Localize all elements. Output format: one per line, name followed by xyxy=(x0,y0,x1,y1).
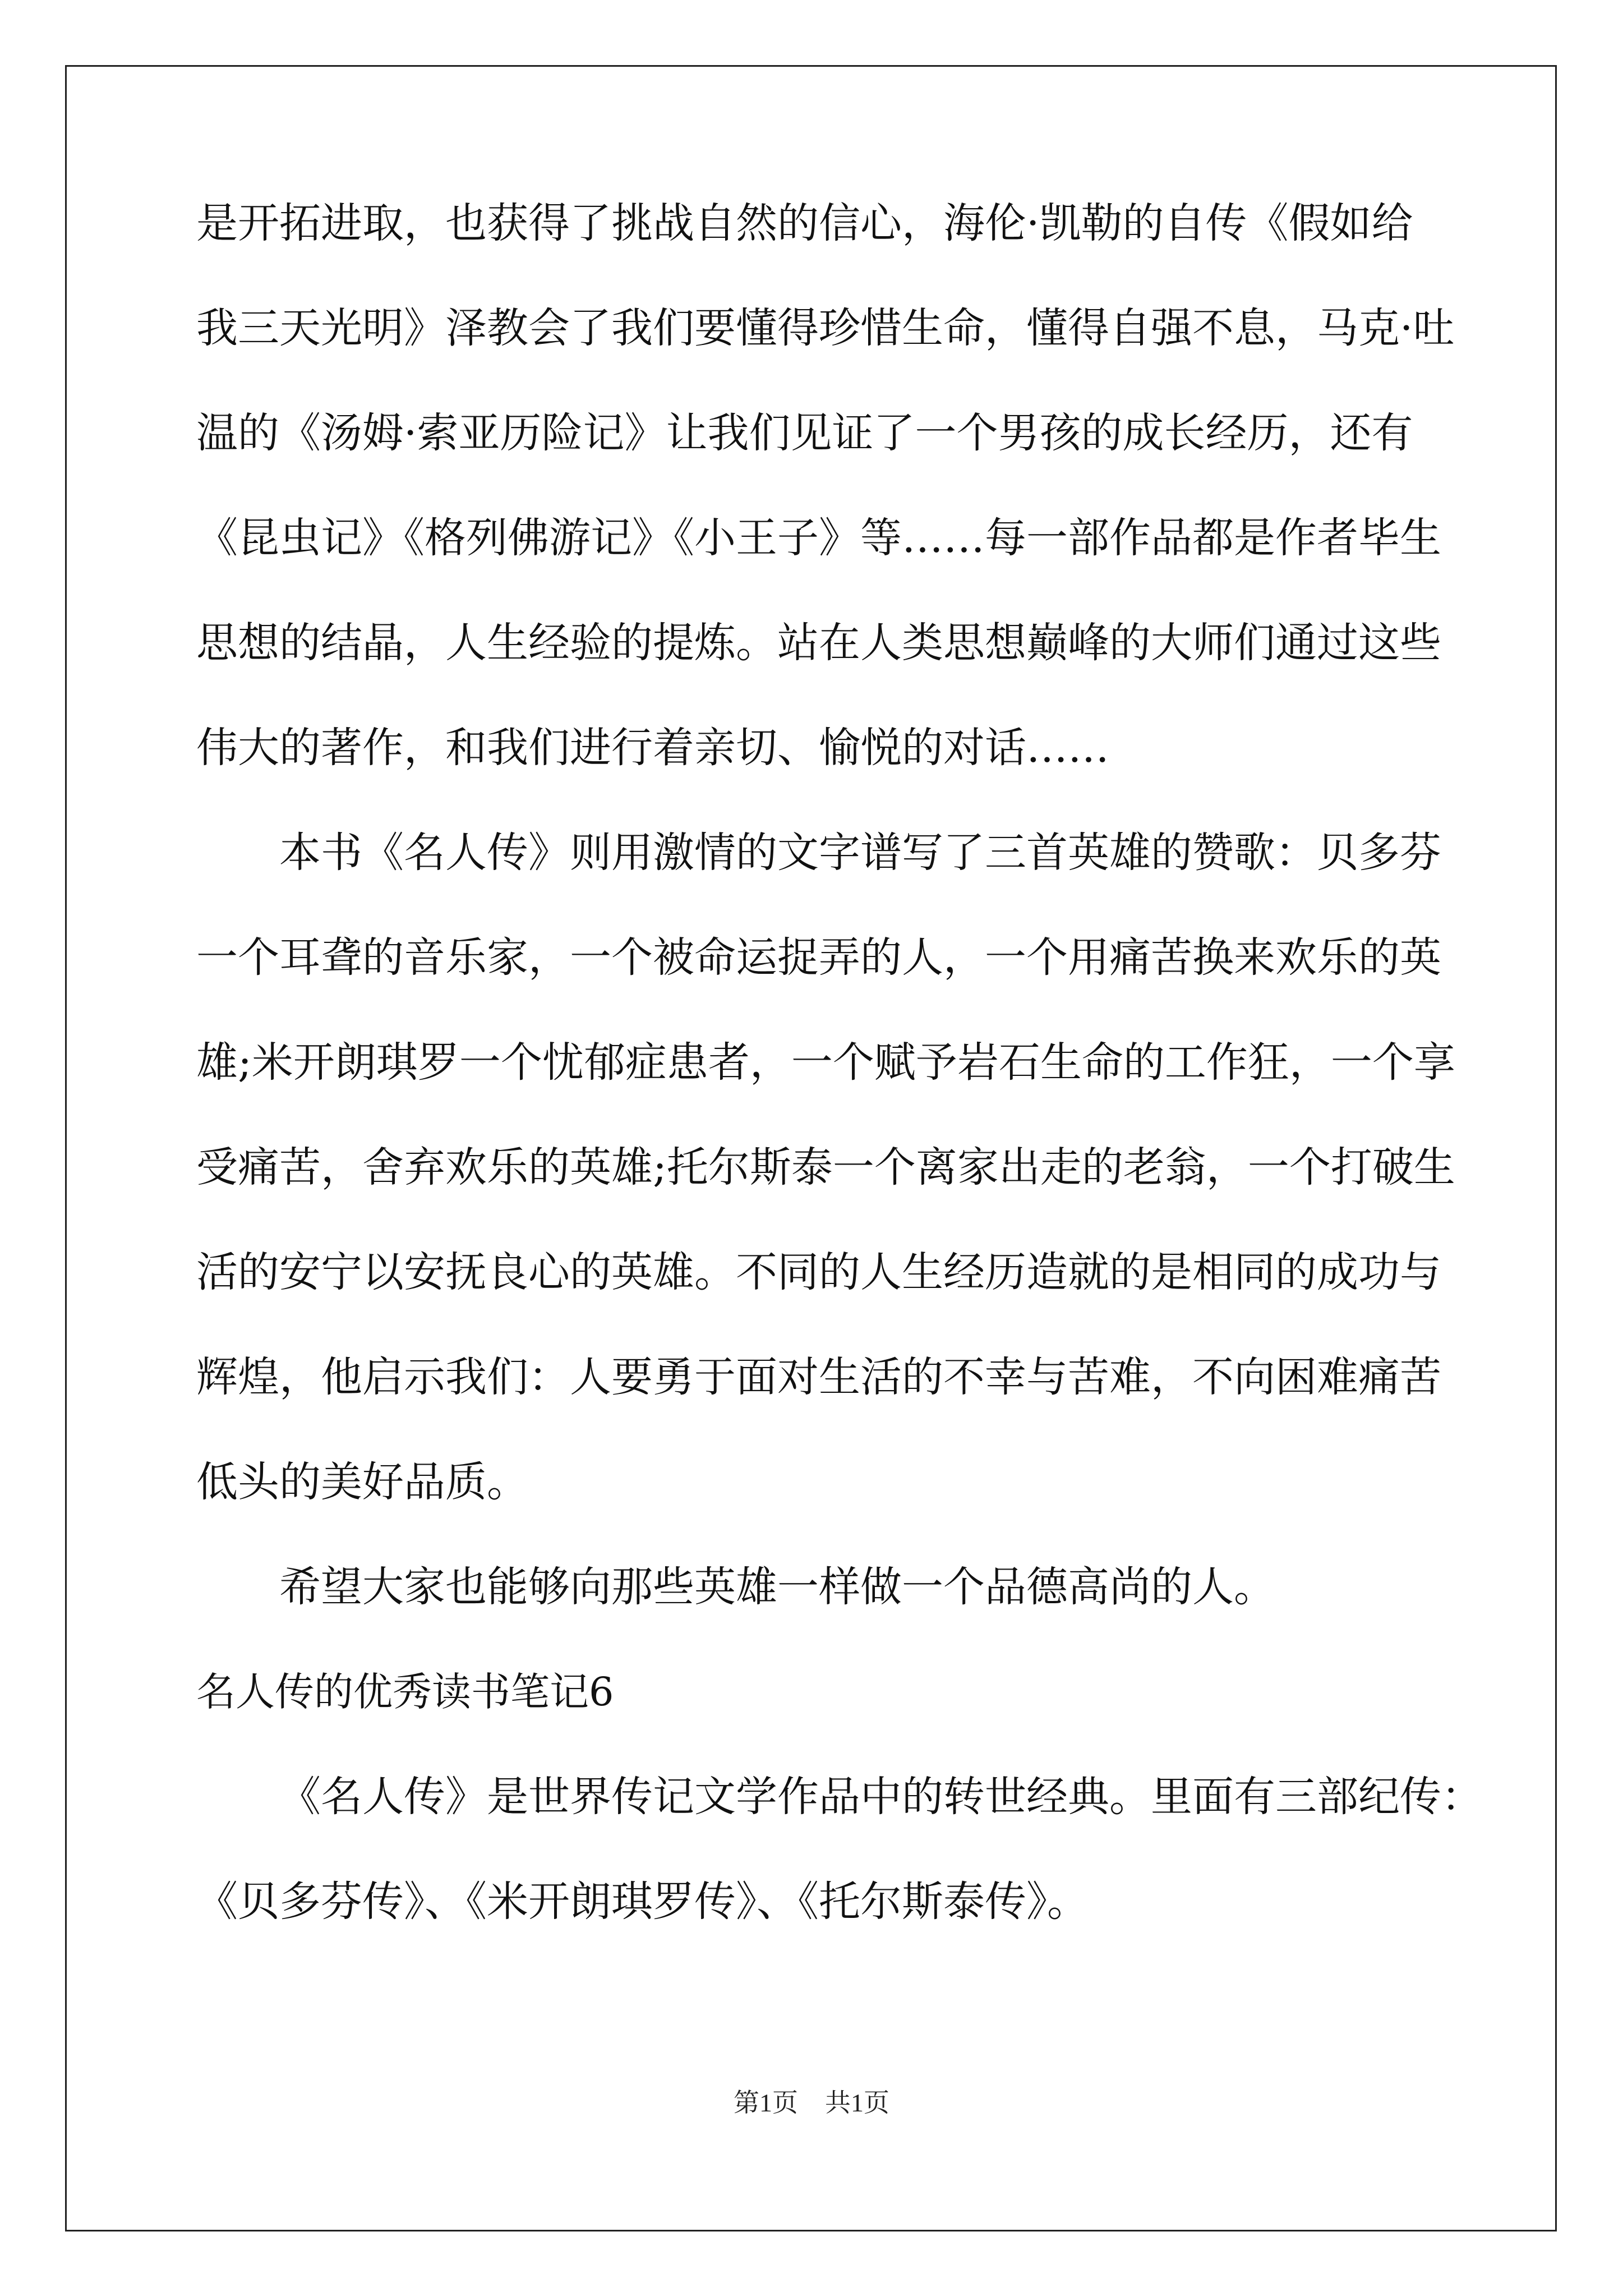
text-line: 一个耳聋的音乐家，一个被命运捉弄的人，一个用痛苦换来欢乐的英 xyxy=(196,933,1441,982)
paragraph-first-line: 本书《名人传》则用激情的文字谱写了三首英雄的赞歌：贝多芬 xyxy=(279,829,1441,877)
text-line: 活的安宁以安抚良心的英雄。不同的人生经历造就的是相同的成功与 xyxy=(196,1248,1441,1296)
text-line: 伟大的著作，和我们进行着亲切、愉悦的对话…… xyxy=(196,724,1109,772)
page-total: 共1页 xyxy=(825,2088,889,2117)
text-line: 《贝多芬传》、《米开朗琪罗传》、《托尔斯泰传》。 xyxy=(196,1878,1089,1926)
paragraph-first-line: 《名人传》是世界传记文学作品中的转世经典。里面有三部纪传： xyxy=(279,1773,1483,1821)
text-line: 辉煌，他启示我们：人要勇于面对生活的不幸与苦难，不向困难痛苦 xyxy=(196,1353,1441,1401)
document-body xyxy=(196,199,1483,1984)
section-heading: 名人传的优秀读书笔记6 xyxy=(196,1669,614,1715)
text-line: 思想的结晶，人生经验的提炼。站在人类思想巅峰的大师们通过这些 xyxy=(196,619,1441,667)
text-line: 是开拓进取，也获得了挑战自然的信心，海伦·凯勒的自传《假如给 xyxy=(196,199,1413,247)
text-line: 低头的美好品质。 xyxy=(196,1458,528,1506)
text-line: 《昆虫记》《格列佛游记》《小王子》等……每一部作品都是作者毕生 xyxy=(196,514,1441,562)
page-number: 第1页 xyxy=(734,2088,798,2117)
page-footer xyxy=(0,2082,1623,2119)
text-line: 雄;米开朗琪罗一个忧郁症患者，一个赋予岩石生命的工作狂，一个享 xyxy=(196,1038,1455,1087)
paragraph-first-line: 希望大家也能够向那些英雄一样做一个品德高尚的人。 xyxy=(279,1563,1275,1611)
text-line: 温的《汤姆·索亚历险记》让我们见证了一个男孩的成长经历，还有 xyxy=(196,409,1413,457)
text-line: 我三天光明》泽教会了我们要懂得珍惜生命，懂得自强不息，马克·吐 xyxy=(196,304,1455,352)
text-line: 受痛苦，舍弃欢乐的英雄;托尔斯泰一个离家出走的老翁，一个打破生 xyxy=(196,1143,1455,1191)
